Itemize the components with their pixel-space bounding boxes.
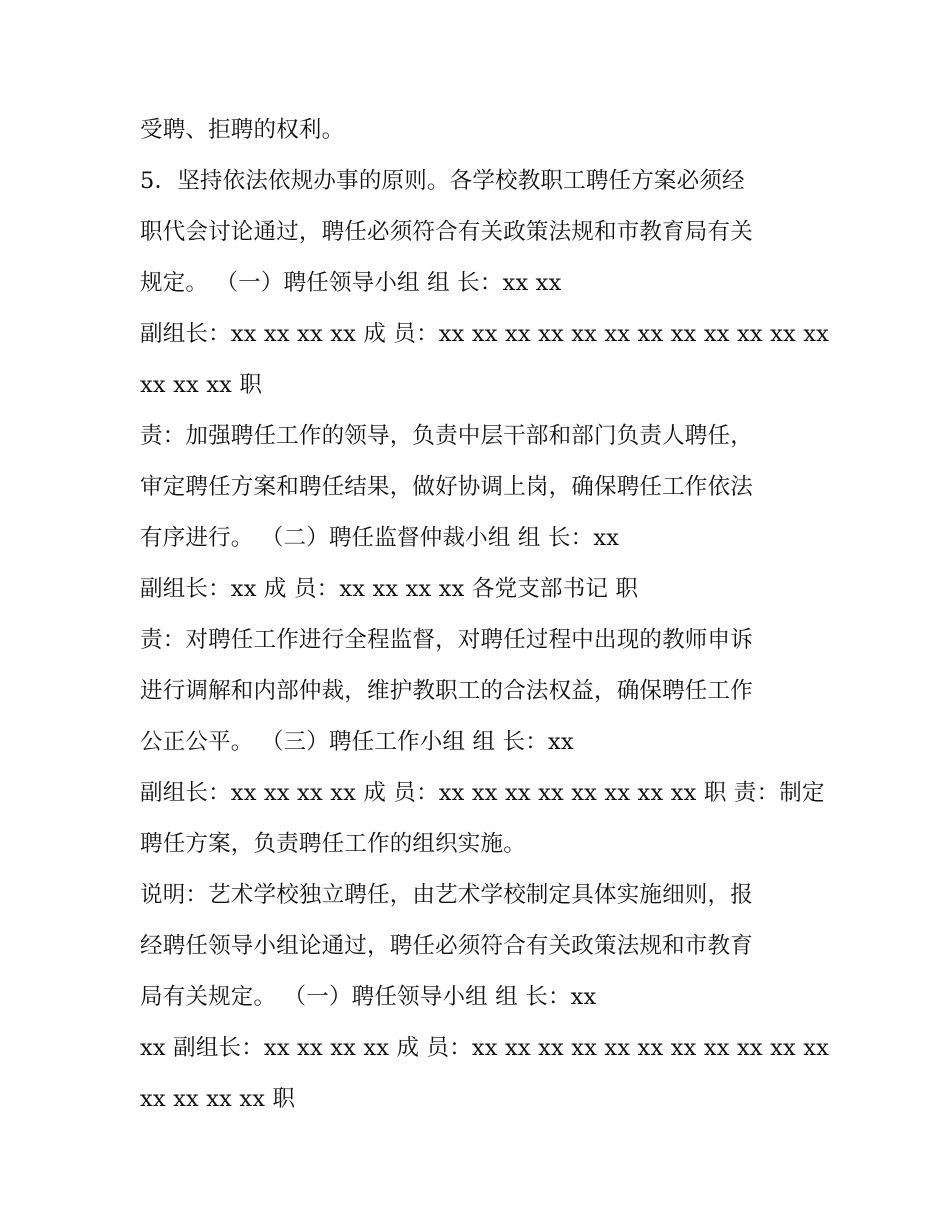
text-line: 说明：艺术学校独立聘任，由艺术学校制定具体实施细则，报	[140, 882, 753, 908]
text-line: 规定。 （一）聘任领导小组 组 长：xx xx	[140, 270, 562, 296]
document-body	[140, 105, 830, 1125]
text-line: 责：加强聘任工作的领导，负责中层干部和部门负责人聘任，	[140, 423, 753, 449]
text-line: 职代会讨论通过，聘任必须符合有关政策法规和市教育局有关	[140, 219, 753, 245]
text-line: 5．坚持依法依规办事的原则。各学校教职工聘任方案必须经	[140, 168, 745, 194]
text-line: 副组长：xx xx xx xx 成 员：xx xx xx xx xx xx xx xx xx xx xx xx	[140, 321, 829, 347]
text-line: 局有关规定。 （一）聘任领导小组 组 长：xx	[140, 984, 597, 1010]
text-line: xx xx xx xx 职	[140, 1086, 296, 1112]
text-line: 受聘、拒聘的权利。	[140, 117, 345, 143]
text-line: 副组长：xx xx xx xx 成 员：xx xx xx xx xx xx xx xx 职 责：制定	[140, 780, 825, 806]
text-line: xx xx xx 职	[140, 372, 263, 398]
text-line: 进行调解和内部仲裁，维护教职工的合法权益，确保聘任工作	[140, 678, 753, 704]
text-line: 经聘任领导小组论通过，聘任必须符合有关政策法规和市教育	[140, 933, 753, 959]
text-line: 聘任方案，负责聘任工作的组织实施。	[140, 831, 526, 857]
text-line: 审定聘任方案和聘任结果，做好协调上岗，确保聘任工作依法	[140, 474, 753, 500]
text-line: 责：对聘任工作进行全程监督，对聘任过程中出现的教师申诉	[140, 627, 753, 653]
text-line: 公正公平。 （三）聘任工作小组 组 长：xx	[140, 729, 574, 755]
text-line: 副组长：xx 成 员：xx xx xx xx 各党支部书记 职	[140, 576, 639, 602]
text-line: 有序进行。 （二）聘任监督仲裁小组 组 长：xx	[140, 525, 620, 551]
text-line: xx 副组长：xx xx xx xx 成 员：xx xx xx xx xx xx xx xx xx xx xx	[140, 1035, 829, 1061]
